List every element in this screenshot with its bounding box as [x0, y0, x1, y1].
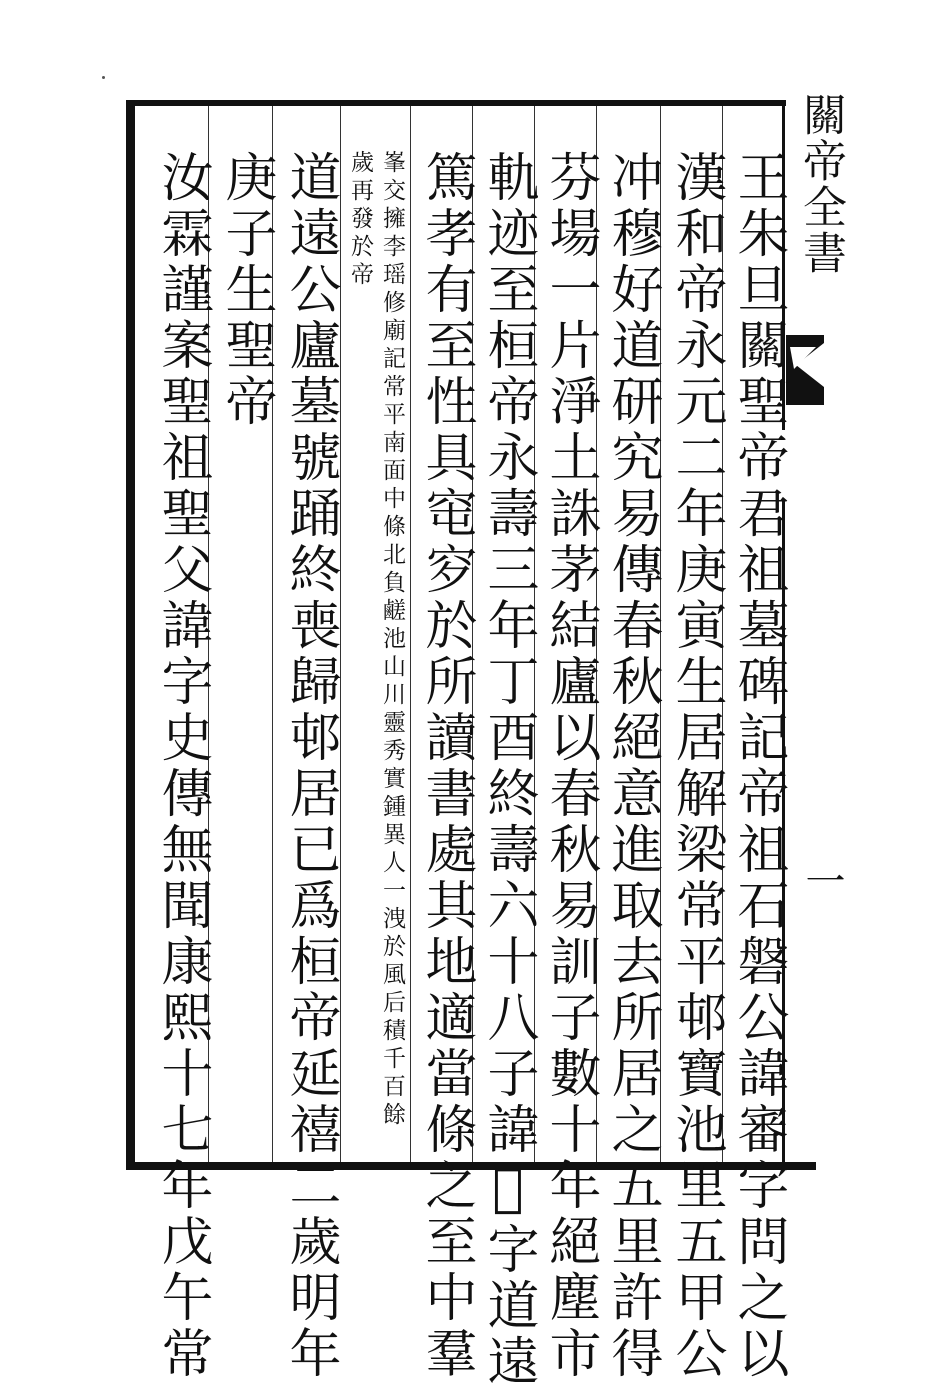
fish-tail-mark-icon: [786, 335, 824, 405]
running-head: 關帝全書: [795, 92, 846, 276]
frame-left-border: [126, 100, 135, 1170]
column-divider: [340, 106, 341, 1162]
text-column: 庚子生聖帝: [216, 150, 276, 430]
frame-top-border: [126, 100, 786, 106]
ink-speck: [102, 76, 105, 79]
text-column: 軌迹至桓帝永壽三年丁酉終壽六十八子諱𣪺字道遠: [478, 150, 538, 1390]
column-divider: [410, 106, 411, 1162]
text-column: 冲穆好道研究易傳春秋絕意進取去所居之五里許得: [602, 150, 662, 1382]
text-column: 篤孝有至性具窀穸於所讀書處其地適當條之至中羣: [416, 150, 476, 1382]
page-number: 一: [799, 860, 845, 900]
text-column: 汝霖謹案聖祖聖父諱字史傳無聞康熙十七年戊午常: [152, 150, 212, 1382]
text-column: 道遠公廬墓號踊終喪歸邨居已爲桓帝延禧二歲明年: [280, 150, 340, 1382]
text-column: 王朱旦關聖帝君祖墓碑記帝祖石磐公諱審字問之以: [728, 150, 788, 1382]
text-column: 芬場一片淨土誅茅結廬以春秋易訓子數十年絕塵市: [540, 150, 600, 1382]
text-column: 漢和帝永元二年庚寅生居解梁常平邨寶池里五甲公: [666, 150, 726, 1382]
text-column-annotated: 峯交擁李瑶修廟記常平南面中條北負鹺池山川靈秀實鍾異人一洩於風后積千百餘歲再發於帝: [347, 150, 405, 1130]
